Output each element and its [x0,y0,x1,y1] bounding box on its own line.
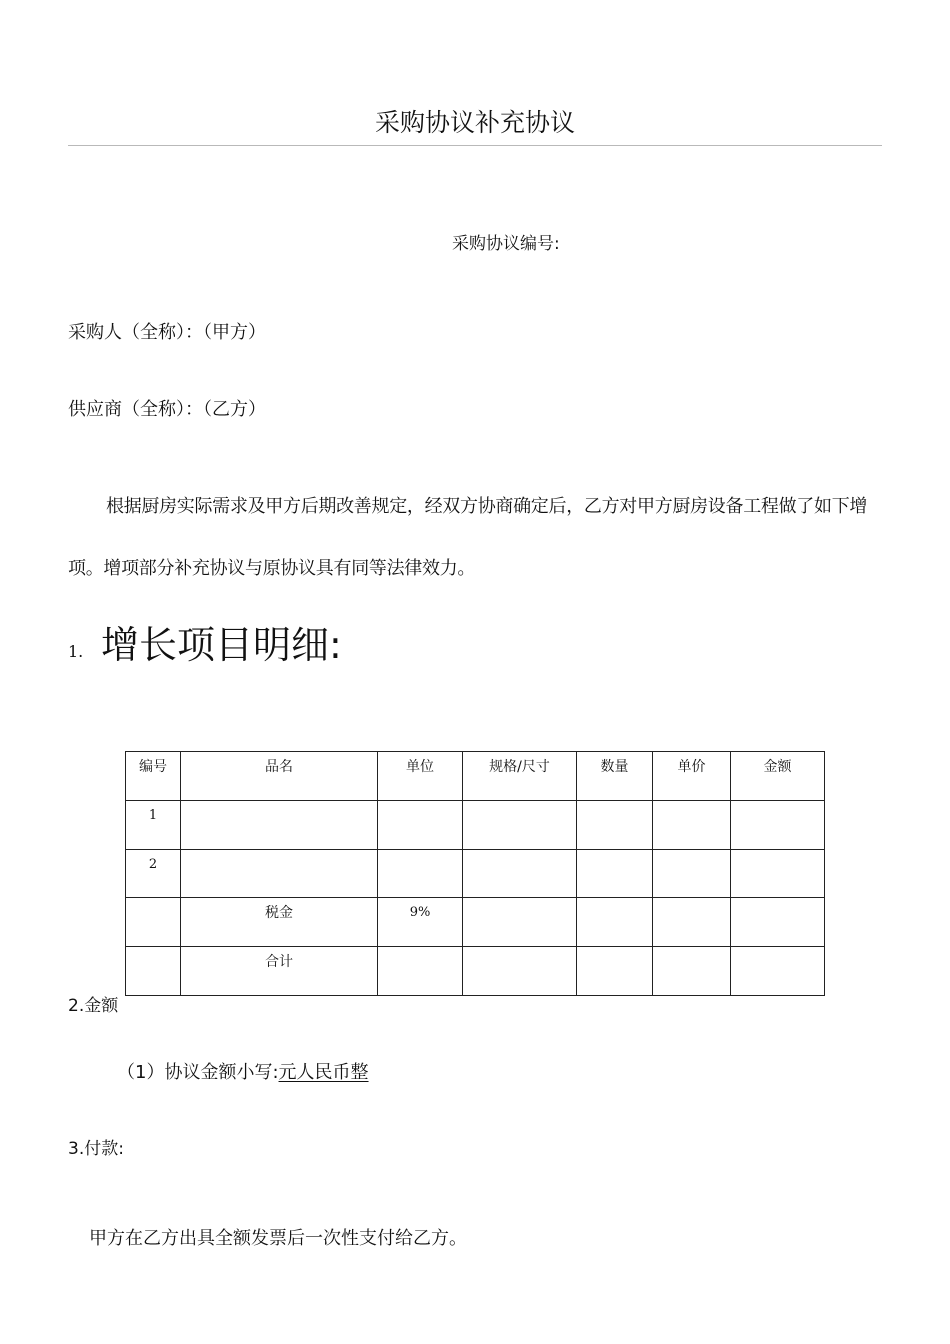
contract-number-label: 采购协议编号: [452,234,560,254]
table-row-tax [126,898,825,947]
table-cell [653,898,731,947]
section-3-heading: 3.付款: [68,1139,124,1159]
table-row [126,849,825,898]
items-table [125,751,825,996]
table-header-row [126,752,825,801]
table-cell [378,849,463,898]
table-cell [463,898,577,947]
table-cell [181,800,378,849]
buyer-line: 采购人（全称）：（甲方） [68,322,266,343]
table-cell [653,947,731,996]
header-spec: 规格/尺寸 [463,752,577,801]
table-cell [577,849,653,898]
table-cell [126,947,181,996]
table-cell [378,800,463,849]
table-cell [577,800,653,849]
section-1-number: 1. [68,642,84,661]
amount-label: （1）协议金额小写: [117,1062,279,1083]
header-unit-price: 单价 [653,752,731,801]
table-cell [463,849,577,898]
table-cell: 2 [126,849,181,898]
supplier-line: 供应商（全称）：（乙方） [68,399,266,420]
table-cell [731,849,825,898]
header-item-name: 品名 [181,752,378,801]
section-1-heading: 增长项目明细: [101,623,342,667]
table-cell [577,898,653,947]
table-cell [731,947,825,996]
tax-label-cell: 税金 [181,898,378,947]
document-title: 采购协议补充协议 [374,108,575,137]
table-cell [731,898,825,947]
title-divider [68,145,882,146]
table-row-total [126,947,825,996]
table-cell [378,947,463,996]
total-label-cell: 合计 [181,947,378,996]
table-cell [653,800,731,849]
table-row [126,800,825,849]
header-unit: 单位 [378,752,463,801]
header-quantity: 数量 [577,752,653,801]
payment-terms-text: 甲方在乙方出具全额发票后一次性支付给乙方。 [89,1228,467,1249]
table-cell [181,849,378,898]
intro-paragraph: 根据厨房实际需求及甲方后期改善规定，经双方协商确定后，乙方对甲方厨房设备工程做了如下增项。增项部分补充协议与原协议具有同等法律效力。 [68,496,868,579]
header-no: 编号 [126,752,181,801]
table-cell [731,800,825,849]
header-amount: 金额 [731,752,825,801]
table-cell [463,800,577,849]
table-cell [653,849,731,898]
amount-value: 元人民币整 [278,1062,369,1083]
table-cell [463,947,577,996]
table-cell [126,898,181,947]
tax-rate-cell: 9% [378,898,463,947]
table-cell: 1 [126,800,181,849]
section-2-heading: 2.金额 [68,996,119,1016]
table-cell [577,947,653,996]
amount-line [117,1060,369,1086]
